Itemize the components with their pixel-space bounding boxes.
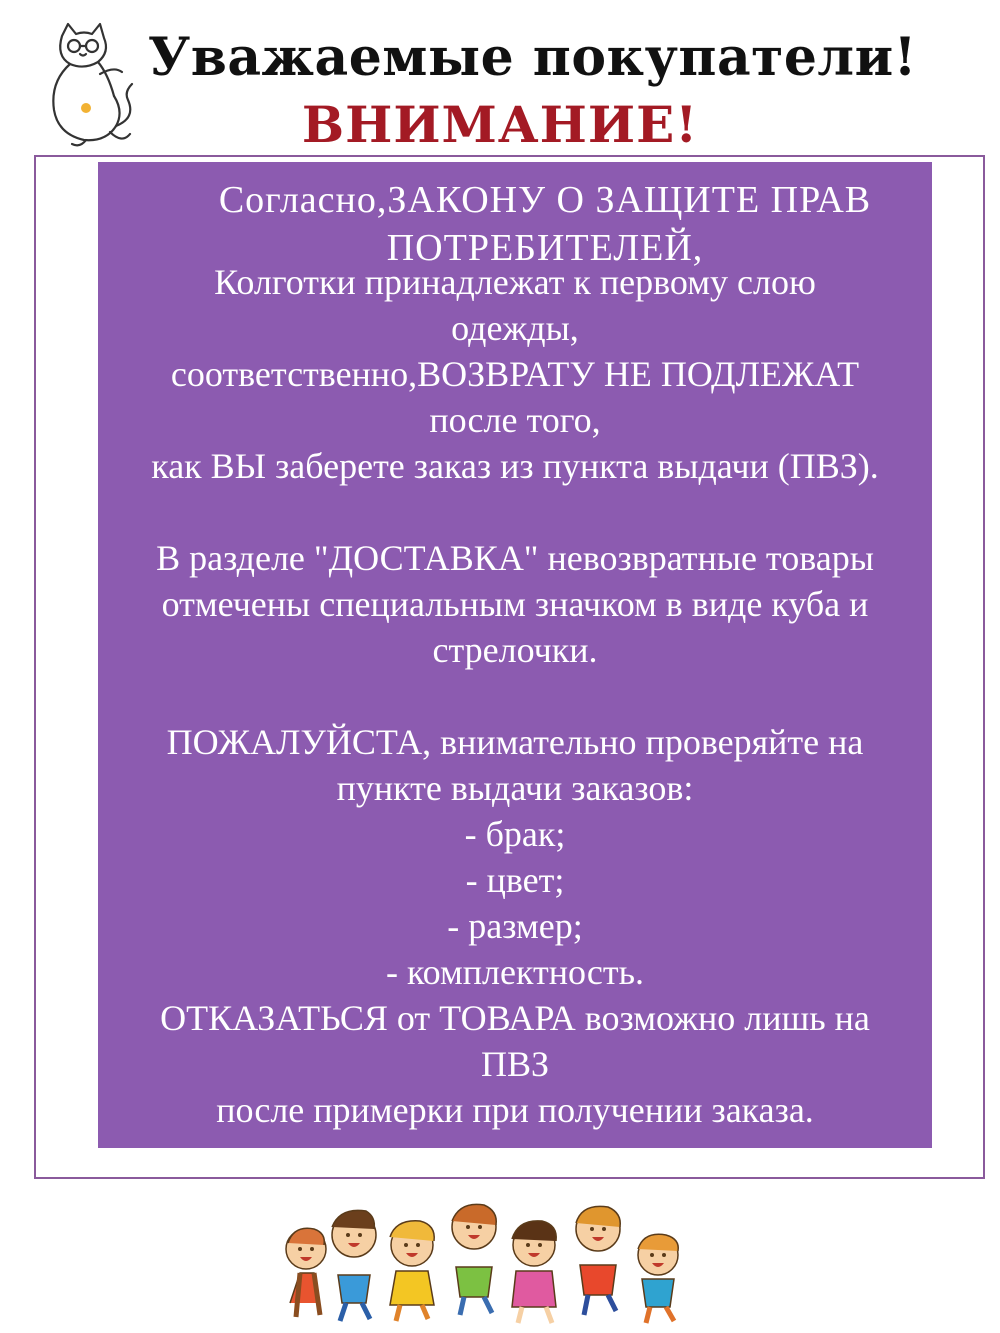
happy-kids-illustration [270,1185,730,1325]
delivery-line: отмечены специальным значком в виде куба и [161,584,869,624]
rule-line: Колготки принадлежат к первому слою [214,262,816,302]
rule-line: как ВЫ заберете заказ из пункта выдачи (ПВЗ). [151,446,879,486]
attention-heading: ВНИМАНИЕ! [301,95,699,154]
law-name-end: ПОТРЕБИТЕЛЕЙ, [386,227,704,269]
law-intro: Согласно,ЗАКОНУ О ЗАЩИТЕ ПРАВ [218,179,872,221]
check-item: - брак; [464,814,566,854]
paragraph-gap [98,489,932,535]
rule-line: одежды, [451,308,579,348]
notice-panel [98,162,932,1148]
delivery-line: В разделе "ДОСТАВКА" невозвратные товары [156,538,874,578]
rule-line: соответственно,ВОЗВРАТУ НЕ ПОДЛЕЖАТ [170,354,860,394]
refuse-line: ПВЗ [480,1044,550,1084]
check-item: - комплектность. [386,952,644,992]
check-intro-line: ПОЖАЛУЙСТА, внимательно проверяйте на [166,722,864,762]
refuse-line: ОТКАЗАТЬСЯ от ТОВАРА возможно лишь на [160,998,870,1038]
paragraph-gap [98,673,932,719]
check-item: - размер; [447,906,583,946]
law-reference [98,176,932,272]
check-intro-line: пункте выдачи заказов: [336,768,694,808]
rule-line: после того, [429,400,601,440]
refuse-line: после примерки при получении заказа. [216,1090,814,1130]
delivery-line: стрелочки. [432,630,598,670]
notice-body [98,259,932,1133]
check-item: - цвет; [465,860,565,900]
page-title: Уважаемые покупатели! [148,27,917,88]
